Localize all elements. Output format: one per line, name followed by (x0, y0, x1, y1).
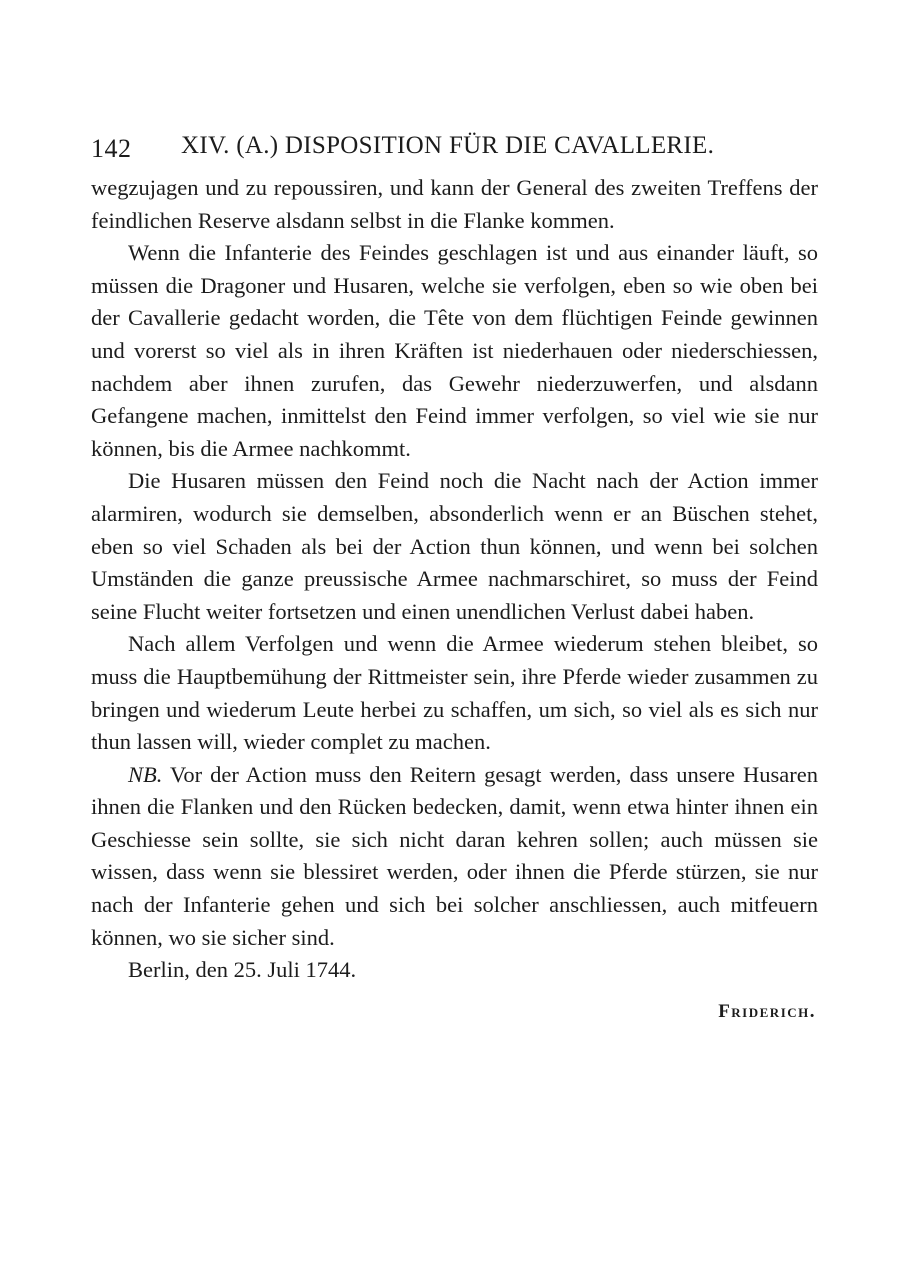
page-number: 142 (91, 134, 132, 163)
paragraph-continuation: wegzujagen und zu repoussiren, und kann der General des zweiten Treffens der feindlichen Reserve alsdann selbst in die Flanke kommen. (91, 175, 818, 233)
running-head: XIV. (A.) DISPOSITION FÜR DIE CAVALLERIE. (181, 132, 715, 159)
book-page (91, 128, 818, 987)
place-date: Berlin, den 25. Juli 1744. (128, 957, 357, 983)
nb-label: NB. (128, 761, 163, 787)
paragraph-infantry-pursuit: Wenn die Infanterie des Feindes geschlagen ist und aus einander läuft, so müssen die Dragoner und Husaren, welche sie verfolgen, eben so wie oben bei der Cavallerie gedacht worden, die Tête von dem flüchtigen Feinde gewinnen und vorerst so viel als in ihren Kräften ist niederhauen oder niederschiessen, nachdem aber ihnen zurufen, das Gewehr niederzuwerfen, und alsdann Gefangene machen, inmittelst den Feind immer verfolgen, so viel wie sie nur können, bis die Armee nachkommt. (91, 240, 818, 461)
paragraph-hussars-night: Die Husaren müssen den Feind noch die Nacht nach der Action immer alarmiren, wodurch sie demselben, absonderlich wenn er an Büschen stehet, eben so viel Schaden als bei der Action thun können, und wenn bei solchen Umständen die ganze preussische Armee nachmarschiret, so muss der Feind seine Flucht weiter fortsetzen und einen unendlichen Verlust dabei haben. (91, 468, 818, 624)
paragraph-after-pursuit: Nach allem Verfolgen und wenn die Armee wiederum stehen bleibet, so muss die Hauptbemühung der Rittmeister sein, ihre Pferde wieder zusammen zu bringen und wiederum Leute herbei zu schaffen, um sich, so viel als es sich nur thun lassen will, wieder complet zu machen. (91, 631, 818, 755)
paragraph-nota-bene (91, 759, 818, 955)
signature: Friderich. (718, 1001, 816, 1022)
page-header (91, 128, 818, 172)
body-text (91, 172, 818, 987)
nb-text: Vor der Action muss den Reitern gesagt werden, dass unsere Husaren ihnen die Flanken und den Rücken bedecken, damit, wenn etwa hinter ihnen ein Geschiesse sein sollte, sie sich nicht daran kehren sollen; auch müssen sie wissen, dass wenn sie blessiret werden, oder ihnen die Pferde stürzen, sie nur nach der Infanterie gehen und sich bei solcher anschliessen, auch mitfeuern können, wo sie sicher sind. (91, 761, 818, 950)
